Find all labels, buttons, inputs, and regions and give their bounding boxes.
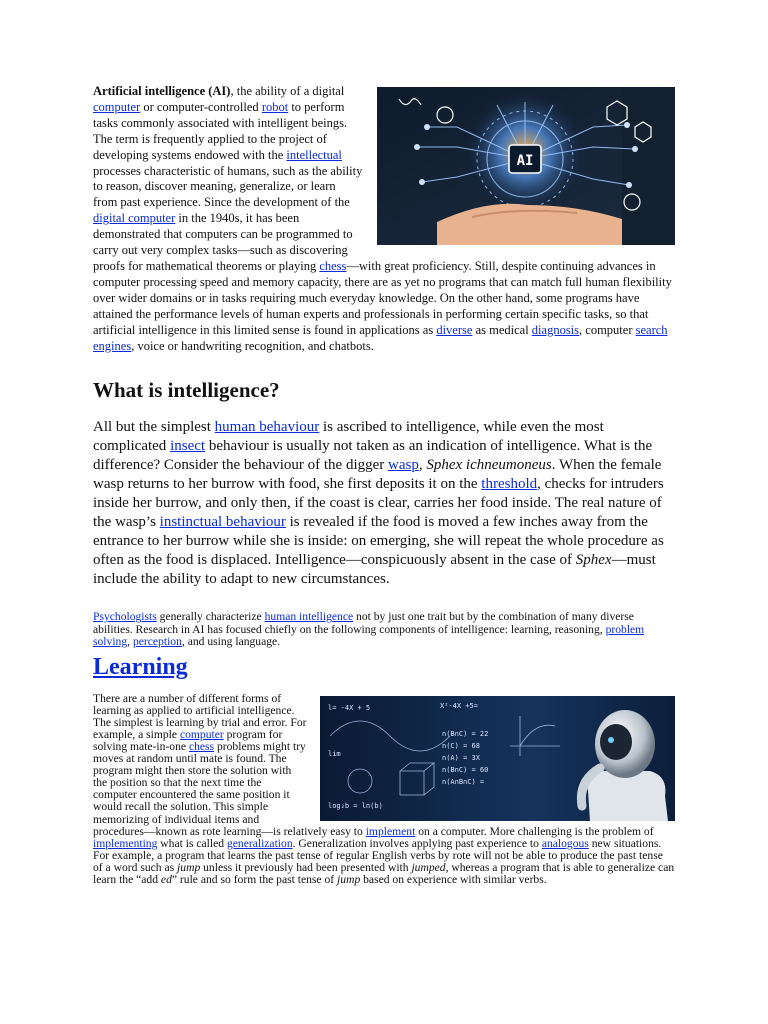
text: behaviour is usually not taken as an indication of intelligence. What is the difference? Consider the behaviour of the digger: [93, 438, 653, 474]
text: , voice or handwriting recognition, and chatbots.: [131, 338, 374, 353]
link-chess[interactable]: chess: [319, 258, 347, 273]
text: on a computer. More challenging is the problem of: [415, 824, 654, 838]
formula-1: l= -4X + 5: [328, 703, 371, 712]
formula-2: X²-4X +5=: [440, 701, 478, 710]
intelligence-paragraph: [93, 418, 675, 589]
link-implement[interactable]: implement: [365, 824, 416, 838]
text: , checks for intruders inside her burrow, and only then, if the coast is clear, carries her food inside. The real nature of the wasp’s: [93, 476, 664, 531]
learning-paragraph: [93, 693, 675, 887]
link-computer[interactable]: computer: [93, 99, 141, 114]
word-jumped: jumped: [411, 860, 446, 874]
text: generally characterize: [156, 610, 265, 624]
text: to perform tasks commonly associated with intelligent beings. The term is frequently applied to the project of developing systems endowed with the: [93, 99, 348, 162]
text: problems might try moves at random until mate is found. The program might then store the solution with the position so that the next time the computer encountered the same position it would recall the solution. This simple memorizing of individual items and procedures—known as rote learning—is relatively easy to: [93, 740, 366, 838]
text: program for solving mate-in-one: [93, 727, 283, 753]
link-human-intelligence[interactable]: human intelligence: [264, 610, 354, 624]
link-psychologists[interactable]: Psychologists: [93, 610, 157, 624]
link-analogous[interactable]: analogous: [541, 836, 589, 850]
text: unless it previously had been presented with: [200, 860, 412, 874]
text: what is called: [157, 836, 227, 850]
ai-chip-label: AI: [516, 153, 534, 169]
text: —must include the ability to adapt to new circumstances.: [93, 552, 656, 588]
heading-learning: [93, 653, 675, 681]
link-wasp[interactable]: wasp: [388, 457, 419, 474]
link-problem-solving[interactable]: problem solving: [93, 622, 645, 649]
ai-hand-image: [377, 87, 675, 245]
text: processes characteristic of humans, such as the ability to reason, discover meaning, generalize, or learn from past experience. Since the development of the: [93, 163, 363, 210]
formula-6: n(B∩C) = 60: [442, 765, 489, 774]
text: ” rule and so form the past tense of: [171, 873, 338, 887]
text: in the 1940s, it has been demonstrated that computers can be programmed to carry out very complex tasks—such as discovering proofs for mathematical theorems or playing: [93, 211, 353, 273]
intro-paragraph: [93, 84, 675, 354]
link-digital-computer[interactable]: digital computer: [93, 211, 176, 226]
text: All but the simplest: [93, 419, 215, 436]
text: There are a number of different forms of learning as applied to artificial intelligence. The simplest is learning by trial and error. For example, a simple: [93, 691, 307, 741]
text: new situations. For example, a program that learns the past tense of regular English verbs by rote will not be able to produce the past tense of a word such as: [93, 836, 663, 874]
formula-9: lim: [328, 749, 341, 758]
species-name-short: Sphex: [575, 552, 612, 569]
link-implementing[interactable]: implementing: [93, 836, 158, 850]
psychologists-paragraph: [93, 611, 675, 648]
link-insect[interactable]: insect: [170, 438, 206, 455]
link-search-engines[interactable]: search engines: [93, 322, 668, 353]
link-learning-heading[interactable]: Learning: [93, 653, 188, 680]
text: —with great proficiency. Still, despite continuing advances in computer processing speed and memory capacity, there are as yet no programs that can match full human flexibility over wider domains or in tasks requiring much everyday knowledge. On the other hand, some programs have attained the performance levels of human experts and professionals in performing certain specific tasks, so that artificial intelligence in this limited sense is found in applications as: [93, 258, 672, 337]
link-generalization[interactable]: generalization: [226, 836, 293, 850]
formula-4: n(C) = 68: [442, 741, 480, 750]
text: is ascribed to intelligence, while even the most complicated: [93, 419, 604, 455]
text: , whereas a program that is able to generalize can learn the “add: [93, 860, 675, 887]
link-human-behaviour[interactable]: human behaviour: [214, 419, 320, 436]
text: ,: [127, 635, 133, 649]
text: , computer: [579, 322, 636, 337]
link-perception[interactable]: perception: [132, 635, 182, 649]
word-jump-2: jump: [337, 873, 361, 887]
link-diverse[interactable]: diverse: [436, 322, 473, 337]
text: , the ability of a digital: [230, 84, 345, 98]
word-jump: jump: [177, 860, 201, 874]
formula-3: n(B∩C) = 22: [442, 729, 489, 738]
formula-7: n(A∩B∩C) =: [442, 777, 485, 786]
link-intellectual[interactable]: intellectual: [286, 147, 342, 162]
robot-math-image: [320, 696, 675, 821]
formula-8: log₂b = ln(b): [328, 801, 383, 810]
text: or computer-controlled: [140, 99, 262, 114]
text: not by just one trait but by the combination of many diverse abilities. Research in AI has focused chiefly on the following components of intelligence: learning, reasoning,: [93, 610, 634, 636]
text: , and using language.: [181, 635, 281, 649]
link-threshold[interactable]: threshold: [481, 476, 538, 493]
text: based on experience with similar verbs.: [360, 873, 547, 887]
text: ,: [418, 457, 427, 474]
article: [93, 84, 675, 886]
text: . Generalization involves applying past experience to: [292, 836, 542, 850]
text: as medical: [472, 322, 532, 337]
text: . When the female wasp returns to her burrow with food, she first deposits it on the: [93, 457, 662, 493]
ai-term: Artificial intelligence (AI): [93, 84, 231, 98]
word-ed: ed: [160, 873, 172, 887]
heading-what-is-intelligence: What is intelligence?: [93, 378, 280, 403]
formula-5: n(A) = 3X: [442, 753, 480, 762]
link-instinctual-behaviour[interactable]: instinctual behaviour: [159, 514, 286, 531]
text: is revealed if the food is moved a few inches away from the entrance to her burrow while she is inside: on emerging, she will repeat the whole procedure as often as the food is displaced. Intelligence—conspicuously absent in the case of: [93, 514, 664, 569]
species-name: Sphex ichneumoneus: [426, 457, 552, 474]
link-computer-2[interactable]: computer: [179, 727, 224, 741]
link-robot[interactable]: robot: [261, 99, 289, 114]
link-chess-2[interactable]: chess: [188, 740, 215, 753]
link-diagnosis[interactable]: diagnosis: [531, 322, 580, 337]
